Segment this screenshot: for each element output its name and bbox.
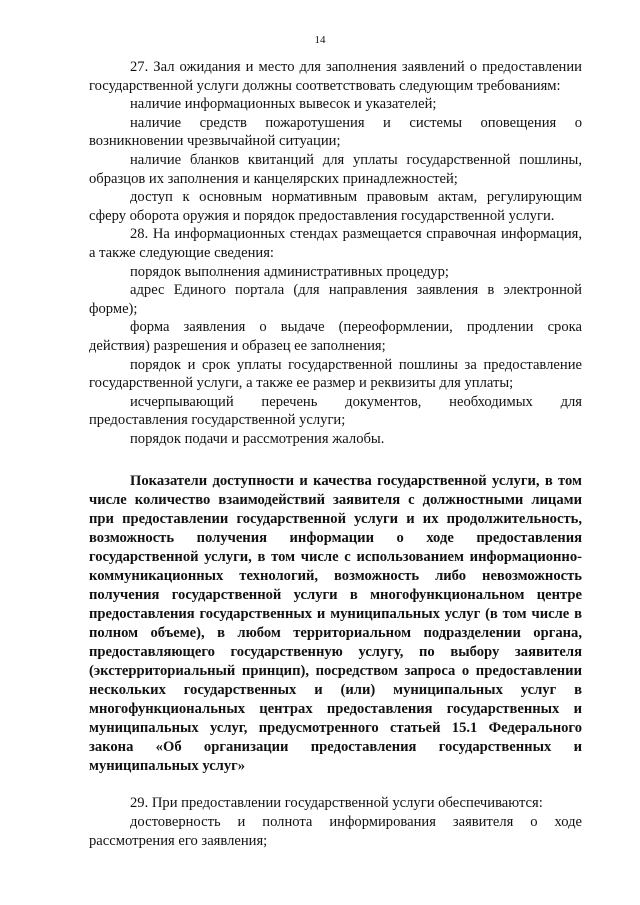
info-documents-list: исчерпывающий перечень документов, необходимых для предоставления государственной услуги; <box>89 393 582 429</box>
document-body <box>89 58 582 850</box>
info-portal-address: адрес Единого портала (для направления заявления в электронной форме); <box>89 282 582 317</box>
section-heading: Показатели доступности и качества государственной услуги, в том числе количество взаимодействий заявителя с должностными лицами при предоставлении государственной услуги и их продолжительность, возможность получения информации о ходе предоставления государственной услуги, в том числе с использованием информационно-коммуникационных технологий, возможность либо невозможность получения государственной услуги в многофункциональном центре предоставления государственных и муниципальных услуг (в том числе в полном объеме), в любом территориальном подразделении органа, предоставляющего государственную услугу, по выбору заявителя (экстерриториальный принцип), посредством запроса о предоставлении нескольких государственных и (или) муниципальных услуг в многофункциональных центрах предоставления государственных и муниципальных услуг, предусмотренного статьей 15.1 Федерального закона «Об организации предоставления государственных и муниципальных услуг» <box>89 473 582 775</box>
paragraph-28: 28. На информационных стендах размещается справочная информация, а также следующие сведения: <box>89 226 582 261</box>
info-complaints: порядок подачи и рассмотрения жалобы. <box>130 430 385 447</box>
info-state-fee: порядок и срок уплаты государственной пошлины за предоставление государственной услуги, а также ее размер и реквизиты для уплаты; <box>89 356 582 392</box>
paragraph-27: 27. Зал ожидания и место для заполнения заявлений о предоставлении государственной услуги должны соответствовать следующим требованиям: <box>89 59 582 94</box>
requirement-legal-acts: доступ к основным нормативным правовым актам, регулирующим сферу оборота оружия и порядок предоставления государственной услуги. <box>89 189 582 224</box>
requirement-forms: наличие бланков квитанций для уплаты государственной пошлины, образцов их заполнения и канцелярских принадлежностей; <box>89 151 582 187</box>
requirement-fire-safety: наличие средств пожаротушения и системы оповещения о возникновении чрезвычайной ситуации; <box>89 114 582 150</box>
paragraph-29: 29. При предоставлении государственной услуги обеспечиваются: <box>130 795 543 812</box>
requirement-signs: наличие информационных вывесок и указателей; <box>130 96 437 113</box>
provision-reliability: достоверность и полнота информирования заявителя о ходе рассмотрения его заявления; <box>89 814 582 849</box>
info-application-form: форма заявления о выдаче (переоформлении, продлении срока действия) разрешения и образец ее заполнения; <box>89 319 582 354</box>
info-procedures: порядок выполнения административных процедур; <box>130 263 449 280</box>
page-number: 14 <box>314 34 326 46</box>
